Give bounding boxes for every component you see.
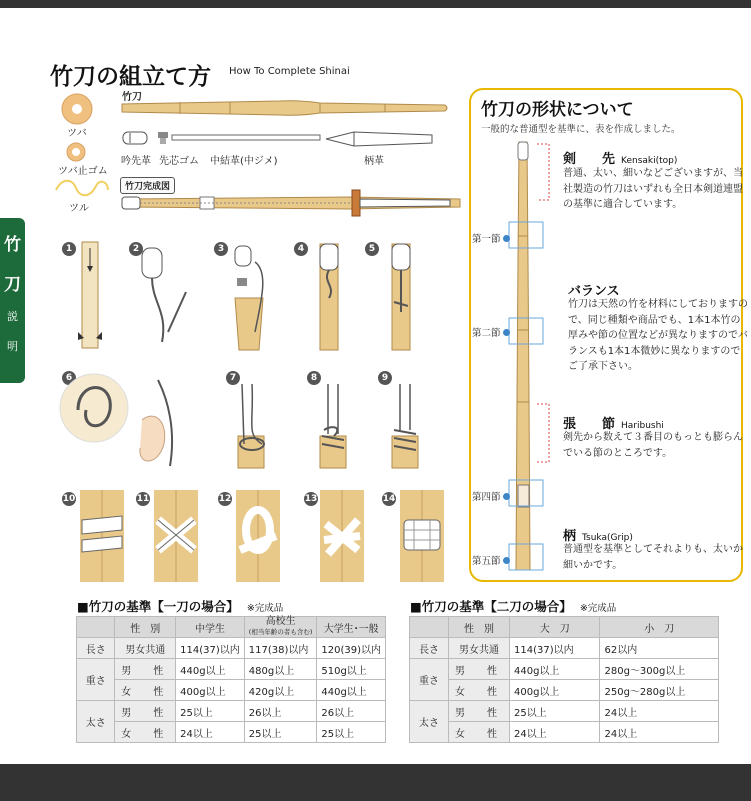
table-row: 女 性 400g以上 250g～280g以上 xyxy=(410,680,719,701)
table2-header: 小 刀 xyxy=(600,617,719,638)
step-number: 13 xyxy=(304,494,318,504)
side-tab[interactable] xyxy=(0,218,25,383)
table-row: 重さ 男 性 440g以上 280g～300g以上 xyxy=(410,659,719,680)
step-10-illustration xyxy=(78,490,126,582)
step-6-illustration xyxy=(58,370,198,470)
setsu-4: 第四節 xyxy=(472,489,510,503)
side-tab-char: 明 xyxy=(7,340,18,353)
top-bar xyxy=(0,0,751,8)
step-number: 2 xyxy=(129,242,143,256)
table-row: 女 性 400g以上 420g以上 440g以上 xyxy=(77,680,386,701)
step-8-illustration xyxy=(314,384,354,469)
nakayui-icon xyxy=(172,134,322,142)
step-3-illustration xyxy=(225,242,275,352)
table1-header: 高校生 (相当年齢の者も含む) xyxy=(244,617,317,638)
step-5-illustration xyxy=(382,242,422,352)
bottom-bar xyxy=(0,764,751,801)
table-row: 太さ 男 性 25以上 26以上 26以上 xyxy=(77,701,386,722)
tsubadome-icon xyxy=(65,141,87,163)
shingomu-label: 先芯ゴム xyxy=(159,156,199,167)
balance-text: 竹刀は天然の竹を材料にしておりますので、同じ種類や商品でも、1本1本竹の厚みや節の位置などが異なりますのでバランスも1本1本微妙に異なりますのでご了承下さい。 xyxy=(568,299,748,372)
table1-title: ■竹刀の基準【一刀の場合】 ※完成品 xyxy=(77,599,284,614)
tsubadome-label: ツバ止ゴム xyxy=(58,166,108,177)
kensaki-title: 剣 先 Kensaki(top) xyxy=(563,152,678,167)
step-2-illustration xyxy=(138,242,198,352)
tsukagawa-label: 柄革 xyxy=(364,156,384,167)
shinai-illustration xyxy=(120,98,450,118)
shinai-label: 竹刀 xyxy=(122,92,142,103)
table2-title: ■竹刀の基準【二刀の場合】 ※完成品 xyxy=(410,599,617,614)
balance-title: バランス xyxy=(568,284,620,299)
step-number: 5 xyxy=(365,242,379,256)
side-tab-char: 説 xyxy=(7,310,18,323)
setsu-1: 第一節 xyxy=(472,231,510,245)
step-number: 12 xyxy=(218,494,232,504)
table1 xyxy=(76,616,386,743)
step-9-illustration xyxy=(386,384,426,469)
step-4-illustration xyxy=(310,242,350,352)
sakigawa-icon xyxy=(122,130,150,146)
page-title-en: How To Complete Shinai xyxy=(229,66,350,77)
table-row: 長さ 男女共通 114(37)以内 62以内 xyxy=(410,638,719,659)
table2-header: 性 別 xyxy=(449,617,510,638)
panel-subtitle: 一般的な普通型を基準に、表を作成しました。 xyxy=(481,124,681,135)
kensaki-text: 普通、太い、細いなどございますが、当社製造の竹刀はいずれも全日本剣道連盟の基準に適合しています。 xyxy=(563,168,743,210)
table1-header: 中学生 xyxy=(176,617,245,638)
dotted-guide xyxy=(535,140,565,470)
complete-shinai-illustration xyxy=(120,188,450,218)
table-row: 女 性 24以上 25以上 25以上 xyxy=(77,722,386,743)
tsuru-icon xyxy=(52,178,112,200)
tsuba-icon xyxy=(60,92,94,126)
step-number: 9 xyxy=(378,371,392,385)
table-row: 女 性 24以上 24以上 xyxy=(410,722,719,743)
step-number: 10 xyxy=(62,494,76,504)
step-number: 1 xyxy=(62,242,76,256)
table1-header: 性 別 xyxy=(115,617,176,638)
step-number: 6 xyxy=(62,371,76,385)
table-row: 重さ 男 性 440g以上 480g以上 510g以上 xyxy=(77,659,386,680)
step-7-illustration xyxy=(232,384,272,469)
table-row: 太さ 男 性 25以上 24以上 xyxy=(410,701,719,722)
step-number: 11 xyxy=(136,494,150,504)
table-row: 長さ 男女共通 114(37)以内 117(38)以内 120(39)以内 xyxy=(77,638,386,659)
page-title: 竹刀の組立て方 xyxy=(50,64,211,90)
setsu-5: 第五節 xyxy=(472,553,510,567)
step-number: 7 xyxy=(226,371,240,385)
step-12-illustration xyxy=(234,490,282,582)
step-number: 3 xyxy=(214,242,228,256)
tsuba-label: ツバ xyxy=(67,128,87,139)
nakayui-label: 中結革(中ジメ) xyxy=(210,156,278,167)
side-tab-char: 竹 xyxy=(4,235,21,255)
setsu-2: 第二節 xyxy=(472,325,510,339)
panel-title: 竹刀の形状について xyxy=(481,100,634,120)
haribushi-text: 剣先から数えて３番目のもっとも膨らんでいる節のところです。 xyxy=(563,432,743,459)
haribushi-title: 張 節 Haribushi xyxy=(563,417,664,432)
table2 xyxy=(409,616,719,743)
complete-label: 竹刀完成図 xyxy=(120,177,175,194)
step-number: 4 xyxy=(294,242,308,256)
tsuka-text: 普通型を基準としてそれよりも、太いか細いかです。 xyxy=(563,544,743,571)
step-14-illustration xyxy=(398,490,446,582)
tsuru-label: ツル xyxy=(69,203,89,214)
step-number: 8 xyxy=(307,371,321,385)
tsuka-title: 柄 Tsuka(Grip) xyxy=(563,529,633,544)
sakigawa-label: 吟先革 xyxy=(121,156,151,167)
table2-header: 大 刀 xyxy=(510,617,600,638)
step-11-illustration xyxy=(152,490,200,582)
step-1-illustration xyxy=(76,240,106,350)
tsukagawa-icon xyxy=(324,130,434,148)
step-number: 14 xyxy=(382,494,396,504)
table1-header: 大学生･一般 xyxy=(317,617,386,638)
side-tab-char: 刀 xyxy=(4,275,21,295)
shingomu-icon xyxy=(155,130,171,146)
step-13-illustration xyxy=(318,490,366,582)
